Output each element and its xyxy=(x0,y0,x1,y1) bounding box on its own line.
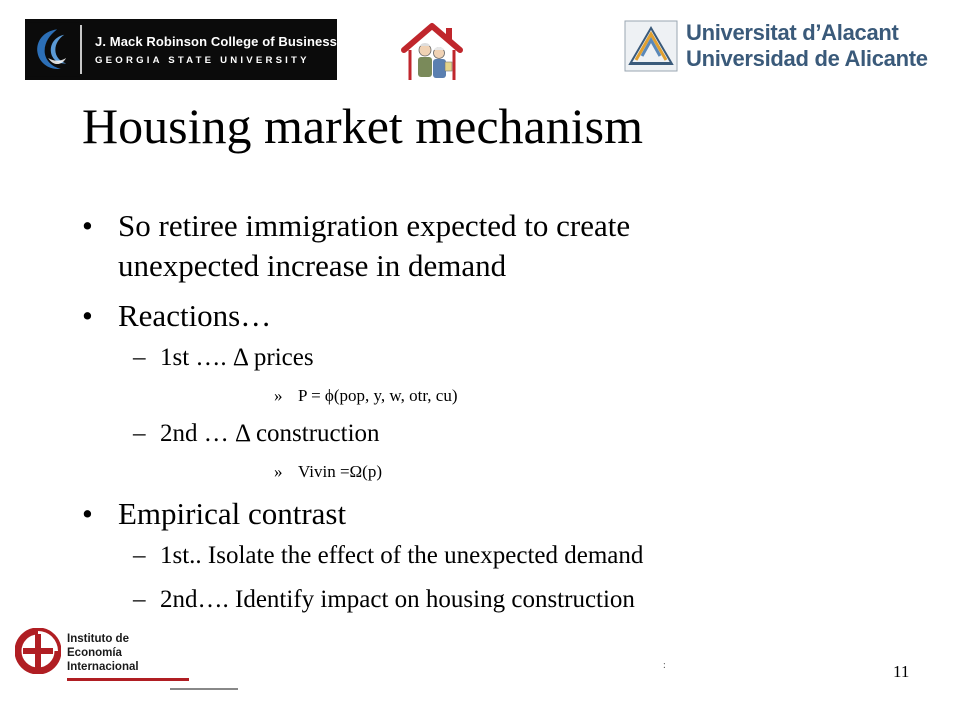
iei-underline-secondary xyxy=(170,688,238,690)
iei-logo xyxy=(15,628,230,694)
sub-sub-bullet-marker: » xyxy=(274,462,283,481)
formula-construction: Vivin =Ω(p) xyxy=(298,462,382,481)
sub-bullet-prices: 1st …. Δ prices xyxy=(160,344,314,371)
bullet-reactions: Reactions… xyxy=(118,298,272,333)
iei-line1: Instituto de xyxy=(67,633,129,645)
footer-mark: : xyxy=(663,660,666,671)
gsu-flame-icon xyxy=(25,19,80,80)
iei-line3: Internacional xyxy=(67,661,139,673)
bullet-empirical-contrast: Empirical contrast xyxy=(118,496,347,531)
iei-emblem-icon xyxy=(15,628,61,674)
iei-underline xyxy=(67,678,189,681)
formula-price: P = ϕ(pop, y, w, otr, cu) xyxy=(298,386,458,405)
iei-line2: Economía xyxy=(67,647,122,659)
gsu-university-name: GEORGIA STATE UNIVERSITY xyxy=(95,54,310,66)
gsu-robinson-logo xyxy=(25,19,337,80)
page-number: 11 xyxy=(893,662,910,681)
bullet-retiree-immigration: So retiree immigration expected to create xyxy=(118,208,631,243)
bullet-marker: • xyxy=(82,298,93,333)
bullet-retiree-immigration-cont: unexpected increase in demand xyxy=(118,248,507,283)
sub-bullet-isolate-effect: 1st.. Isolate the effect of the unexpected demand xyxy=(160,542,644,569)
iei-text xyxy=(67,632,139,674)
slide-title: Housing market mechanism xyxy=(82,98,643,154)
sub-bullet-marker: – xyxy=(133,586,146,613)
sub-bullet-identify-impact: 2nd…. Identify impact on housing construction xyxy=(160,586,635,613)
ua-name-spanish: Universidad de Alicante xyxy=(686,46,928,71)
ua-name-valencian: Universitat d’Alacant xyxy=(686,20,899,45)
sub-bullet-marker: – xyxy=(133,542,146,569)
ua-text xyxy=(686,20,928,72)
sub-bullet-marker: – xyxy=(133,344,146,371)
gsu-college-name: J. Mack Robinson College of Business xyxy=(95,33,337,49)
gsu-text xyxy=(85,19,337,80)
retirees-house-icon xyxy=(398,20,466,84)
bullet-marker: • xyxy=(82,208,93,243)
bullet-marker: • xyxy=(82,496,93,531)
ua-emblem-icon xyxy=(624,20,678,72)
sub-sub-bullet-marker: » xyxy=(274,386,283,405)
ua-logo xyxy=(624,20,928,76)
sub-bullet-construction: 2nd … Δ construction xyxy=(160,420,380,447)
sub-bullet-marker: – xyxy=(133,420,146,447)
